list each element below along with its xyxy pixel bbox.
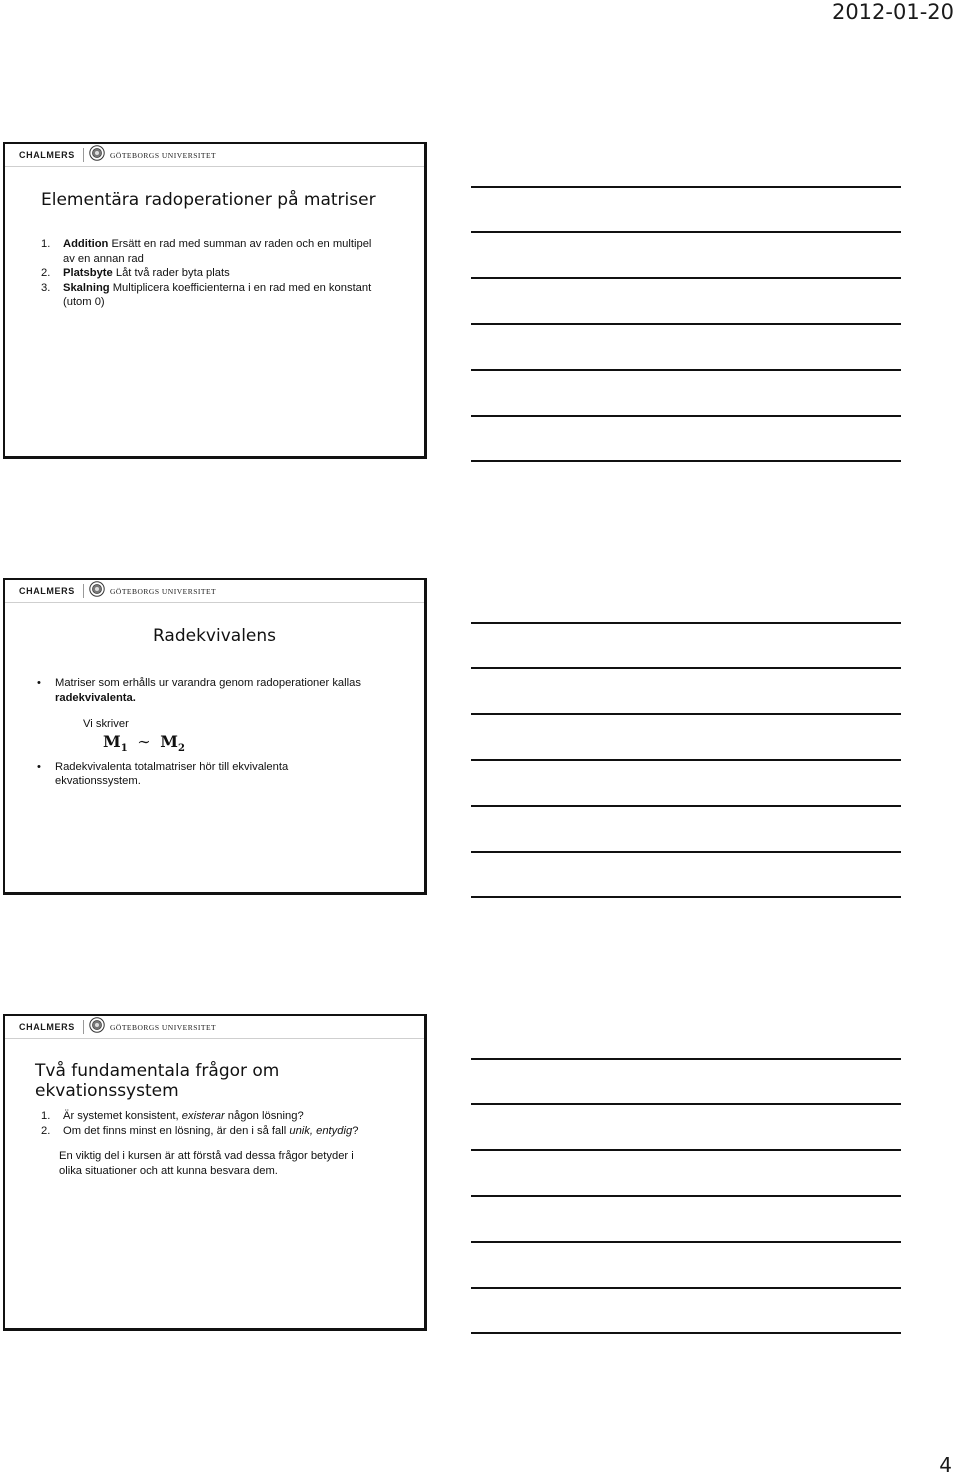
paragraph-line: olika situationer och att kunna besvara dem. xyxy=(59,1164,278,1177)
note-line xyxy=(471,415,901,417)
item-text: Ersätt en rad med summan av raden och en multipel xyxy=(108,238,372,250)
list-item xyxy=(41,237,404,266)
list-item xyxy=(41,266,404,281)
slide-2 xyxy=(3,578,427,895)
slide-title: Elementära radoperationer på matriser xyxy=(41,190,376,210)
item-text: Matriser som erhålls ur varandra genom radoperationer kallas xyxy=(55,677,361,689)
note-line xyxy=(471,851,901,853)
note-line xyxy=(471,186,901,188)
list-item xyxy=(35,760,404,789)
item-text: Är systemet konsistent, xyxy=(63,1110,182,1122)
item-text: någon lösning? xyxy=(224,1110,304,1122)
item-term: Platsbyte xyxy=(63,267,113,279)
list-item xyxy=(41,1109,404,1124)
paragraph-line: En viktig del i kursen är att förstå vad dessa frågor betyder i xyxy=(59,1150,354,1162)
gu-logo-text: GÖTEBORGS UNIVERSITET xyxy=(110,587,217,596)
slide-header xyxy=(5,1016,424,1039)
note-line xyxy=(471,805,901,807)
note-line xyxy=(471,1103,901,1105)
slide-header xyxy=(5,580,424,603)
we-write-line xyxy=(35,717,404,732)
list-item xyxy=(41,281,404,310)
gu-logo-text: GÖTEBORGS UNIVERSITET xyxy=(110,151,217,160)
logo-divider xyxy=(83,148,84,162)
university-seal-icon xyxy=(89,581,105,597)
note-line xyxy=(471,1332,901,1334)
logo-divider xyxy=(83,584,84,598)
item-number: 3. xyxy=(41,281,51,294)
formula-subscript: 2 xyxy=(177,742,185,754)
note-line xyxy=(471,1195,901,1197)
formula-matrix: M xyxy=(160,731,178,751)
slide-header xyxy=(5,144,424,167)
note-line xyxy=(471,759,901,761)
chalmers-logo: CHALMERS xyxy=(19,586,75,596)
item-emphasis: unik, entydig xyxy=(289,1124,353,1137)
chalmers-logo: CHALMERS xyxy=(19,150,75,160)
list-item xyxy=(35,676,404,705)
note-line xyxy=(471,1058,901,1060)
formula-subscript: 1 xyxy=(120,742,128,754)
note-line xyxy=(471,713,901,715)
slide-body xyxy=(41,237,404,310)
note-line xyxy=(471,277,901,279)
item-number: 1. xyxy=(41,1110,51,1122)
note-line xyxy=(471,323,901,325)
bullet: • xyxy=(37,677,41,689)
note-line xyxy=(471,622,901,624)
slide-1 xyxy=(3,142,427,459)
note-line xyxy=(471,1241,901,1243)
we-write-text: Vi skriver xyxy=(83,718,129,730)
slide-title: Radekvivalens xyxy=(152,626,277,646)
note-line xyxy=(471,1287,901,1289)
chalmers-logo: CHALMERS xyxy=(19,1022,75,1032)
paragraph xyxy=(41,1149,404,1178)
university-seal-icon xyxy=(89,1017,105,1033)
formula-matrix: M xyxy=(103,731,121,751)
bullet: • xyxy=(37,760,41,773)
item-text: Multiplicera koefficienterna i en rad med en konstant xyxy=(109,281,372,294)
item-emphasis: existerar xyxy=(181,1110,225,1122)
university-seal-icon xyxy=(89,145,105,161)
item-number: 2. xyxy=(41,1124,51,1137)
equivalence-formula xyxy=(35,733,404,758)
item-text-cont: av en annan rad xyxy=(63,252,144,265)
slide-3 xyxy=(3,1014,427,1331)
note-line xyxy=(471,1149,901,1151)
slide-body xyxy=(35,676,404,789)
note-line xyxy=(471,231,901,233)
item-term: Addition xyxy=(63,238,109,250)
item-text: Radekvivalenta totalmatriser hör till ekvivalenta xyxy=(55,760,289,773)
item-text: Om det finns minst en lösning, är den i så fall xyxy=(63,1124,290,1137)
item-term: radekvivalenta. xyxy=(55,691,136,704)
tilde-operator: ∼ xyxy=(137,731,151,751)
note-line xyxy=(471,460,901,462)
note-line xyxy=(471,369,901,371)
item-number: 2. xyxy=(41,267,51,279)
page-number: 4 xyxy=(939,1453,952,1477)
item-text: Låt två rader byta plats xyxy=(112,267,230,279)
item-number: 1. xyxy=(41,238,51,250)
logo-divider xyxy=(83,1020,84,1034)
item-text-cont: (utom 0) xyxy=(63,296,105,308)
gu-logo-text: GÖTEBORGS UNIVERSITET xyxy=(110,1023,217,1032)
slide-title: Två fundamentala frågor om ekvationssystem xyxy=(35,1061,280,1101)
page-date: 2012-01-20 xyxy=(831,0,954,24)
list-item xyxy=(41,1124,404,1139)
item-text-cont: ekvationssystem. xyxy=(55,775,141,788)
note-line xyxy=(471,667,901,669)
slide-body xyxy=(41,1109,404,1178)
item-text: ? xyxy=(352,1124,359,1137)
item-term: Skalning xyxy=(63,281,110,294)
note-line xyxy=(471,896,901,898)
